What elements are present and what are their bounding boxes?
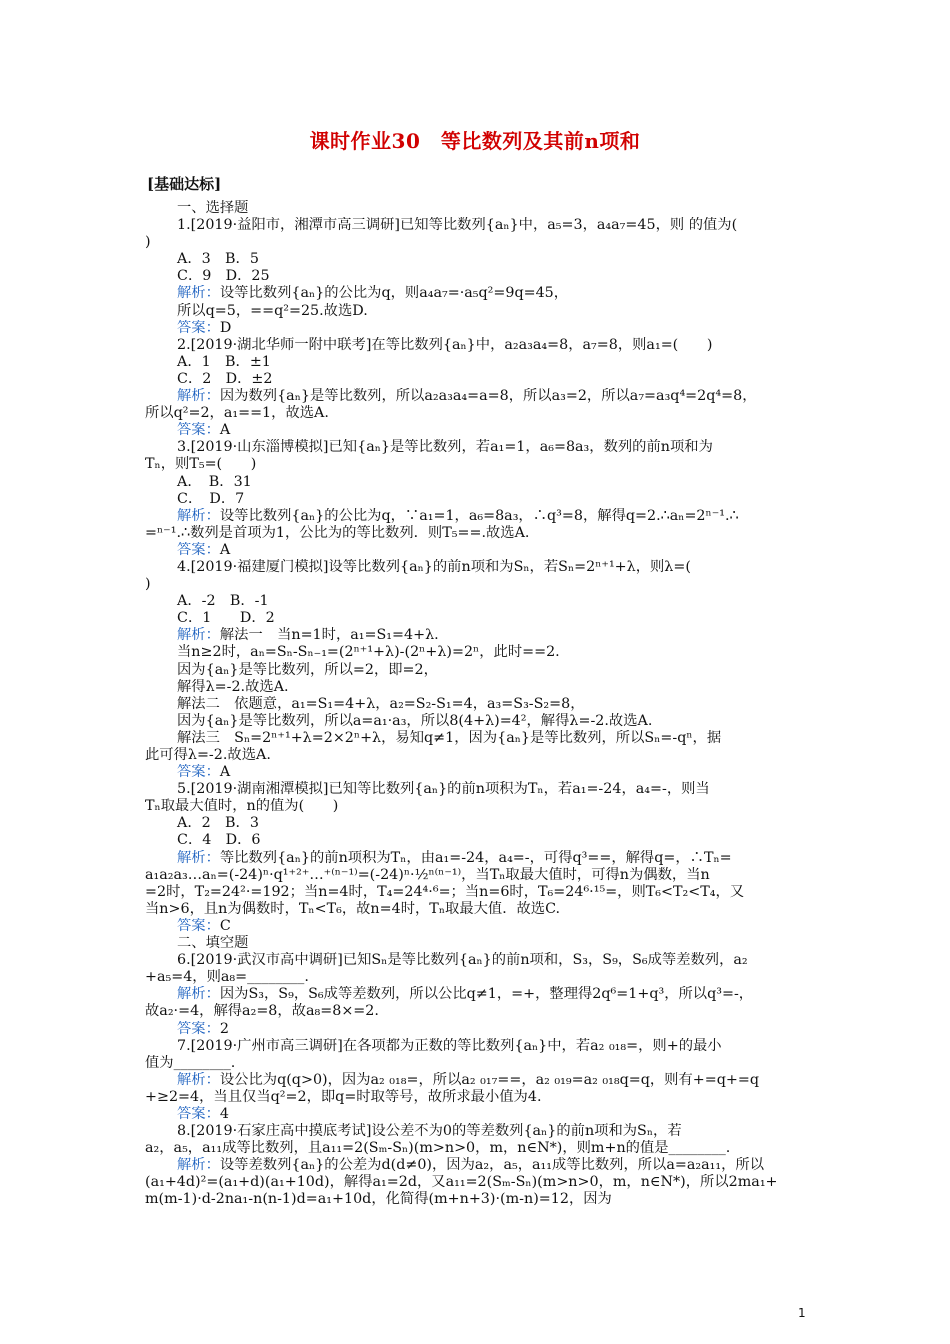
answer-label: 答案： [177,764,220,781]
text-line: 故a₂·=4，解得a₂=8，故a₈=8×=2. [145,1003,379,1020]
text-line: 解析：设公比为q(q>0)，因为a₂ ₀₁₈=，所以a₂ ₀₁₇==，a₂ ₀₁₉=a₂ ₀₁₈q=q，则有+=q+=q [177,1071,759,1088]
text-line: 答案：A [177,764,231,781]
text-line: =2时，T₂=24²·=192；当n=4时，T₄=24⁴·⁶=；当n=6时，T₆=24⁶·¹⁵=，则T₆<T₂<T₄，又 [145,883,745,900]
text-line: A．3 B．5 [177,251,259,268]
text-line: +≥2=4，当且仅当q²=2，即q=时取等号，故所求最小值为4. [145,1088,542,1105]
text-line: 当n>6，且n为偶数时，Tₙ<T₆，故n=4时，Tₙ取最大值．故选C. [145,900,561,917]
text-line: 解析：设等比数列{aₙ}的公比为q，则a₄a₇=·a₅q²=9q=45， [177,285,569,302]
text-line: 6.[2019·武汉市高中调研]已知Sₙ是等比数列{aₙ}的前n项和，S₃，S₉，S₆成等差数列，a₂ [177,952,748,969]
text-line: 8.[2019·石家庄高中摸底考试]设公差不为0的等差数列{aₙ}的前n项和为Sₙ，若 [177,1123,682,1140]
section-label: [基础达标] [147,175,222,193]
answer-label: 解析： [177,627,220,644]
text-line: 4.[2019·福建厦门模拟]设等比数列{aₙ}的前n项和为Sₙ，若Sₙ=2ⁿ⁺¹+λ，则λ=( [177,558,691,575]
text-line: 一、选择题 [177,200,249,216]
answer-label: 解析： [177,849,220,866]
text-line: 所以q²=2，a₁==1，故选A. [145,405,329,422]
text-line: +a₅=4，则a₈=________. [145,969,309,986]
text-line: 因为{aₙ}是等比数列，所以a=a₁·a₃，所以8(4+λ)=4²，解得λ=-2.故选A. [177,712,653,729]
text-line: 3.[2019·山东淄博模拟]已知{aₙ}是等比数列，若a₁=1，a₆=8a₃，数列的前n项和为 [177,439,713,456]
answer-label: 解析： [177,285,220,302]
text-line: 解析：等比数列{aₙ}的前n项积为Tₙ，由a₁=-24，a₄=-，可得q³==，解得q=，∴Tₙ= [177,849,732,866]
text-line: 解析：解法一 当n=1时，a₁=S₁=4+λ. [177,627,439,644]
text-line: 因为{aₙ}是等比数列，所以=2，即=2， [177,661,438,678]
text-line: A．-2 B．-1 [177,593,269,610]
text-line: C．1 D．2 [177,610,275,627]
answer-label: 解析： [177,1071,220,1088]
text-line: A． B．31 [177,473,252,490]
text-line: 答案：C [177,917,231,934]
text-line: C．2 D．±2 [177,370,273,387]
answer-label: 答案： [177,319,220,336]
answer-label: 解析： [177,388,220,405]
text-line: Tₙ，则T₅=( ) [145,456,257,473]
text-line: 答案：4 [177,1105,229,1122]
text-line: 答案：D [177,319,232,336]
text-line: 解得λ=-2.故选A. [177,678,289,695]
text-line: m(m-1)·d-2na₁-n(n-1)d=a₁+10d，化简得(m+n+3)·(m-n)=12，因为 [145,1191,612,1208]
text-line: =ⁿ⁻¹.∴数列是首项为1，公比为的等比数列．则T₅==.故选A. [145,524,530,541]
answer-label: 解析： [177,507,220,524]
text-line: 5.[2019·湖南湘潭模拟]已知等比数列{aₙ}的前n项积为Tₙ，若a₁=-24，a₄=-，则当 [177,781,710,798]
text-line: 解析：因为数列{aₙ}是等比数列，所以a₂a₃a₄=a=8，所以a₃=2，所以a₇=a₃q⁴=2q⁴=8， [177,388,757,405]
text-line: A．1 B．±1 [177,353,271,370]
text-line: C．9 D．25 [177,268,270,285]
text-line: 1.[2019·益阳市，湘潭市高三调研]已知等比数列{aₙ}中，a₅=3，a₄a₇=45，则 的值为( [177,217,738,234]
page-number: 1 [798,1306,806,1320]
text-line: (a₁+4d)²=(a₁+d)(a₁+10d)，解得a₁=2d，又a₁₁=2(Sₘ-Sₙ)(m>n>0，m，n∈N*)，所以2ma₁+ [145,1174,778,1191]
text-line: a₁a₂a₃…aₙ=(-24)ⁿ·q¹⁺²⁺…⁺⁽ⁿ⁻¹⁾=(-24)ⁿ·½ⁿ⁽ⁿ⁻¹⁾，当Tₙ取最大值时，可得n为偶数，当n [145,866,710,883]
answer-label: 答案： [177,422,220,439]
text-line: 所以q=5，==q²=25.故选D. [177,302,368,319]
text-line: 二、填空题 [177,935,249,952]
text-line: Tₙ取最大值时，n的值为( ) [145,798,339,815]
document-body [145,200,807,1209]
page-title: 课时作业30 等比数列及其前n项和 [309,129,641,153]
text-line: 解析：因为S₃，S₉，S₆成等差数列，所以公比q≠1，=+，整理得2q⁶=1+q³，所以q³=-， [177,986,754,1003]
text-line: 7.[2019·广州市高三调研]在各项都为正数的等比数列{aₙ}中，若a₂ ₀₁₈=，则+的最小 [177,1037,722,1054]
text-line: 解法三 Sₙ=2ⁿ⁺¹+λ=2×2ⁿ+λ，易知q≠1，因为{aₙ}是等比数列，所以Sₙ=-qⁿ，据 [177,729,722,746]
text-line: 值为________. [145,1054,236,1071]
text-line: 此可得λ=-2.故选A. [145,747,271,763]
text-line: ) [145,234,151,251]
text-line: 解法二 依题意，a₁=S₁=4+λ，a₂=S₂-S₁=4，a₃=S₃-S₂=8， [177,695,585,712]
answer-label: 答案： [177,917,220,934]
text-line: a₂，a₅，a₁₁成等比数列，且a₁₁=2(Sₘ-Sₙ)(m>n>0，m，n∈N*)，则m+n的值是________. [145,1140,731,1157]
text-line: 解析：设等比数列{aₙ}的公比为q，∵a₁=1，a₆=8a₃，∴q³=8，解得q=2.∴aₙ=2ⁿ⁻¹.∴ [177,507,739,524]
text-line: ) [145,576,151,593]
answer-label: 答案： [177,541,220,558]
text-line: 答案：A [177,541,231,558]
text-line: 2.[2019·湖北华师一附中联考]在等比数列{aₙ}中，a₂a₃a₄=8，a₇=8，则a₁=( ) [177,336,713,353]
text-line: C． D．7 [177,490,245,507]
answer-label: 答案： [177,1020,220,1037]
text-line: 答案：A [177,422,231,439]
text-line: 解析：设等差数列{aₙ}的公差为d(d≠0)，因为a₂，a₅，a₁₁成等比数列，所以a=a₂a₁₁，所以 [177,1157,764,1174]
answer-label: 答案： [177,1105,220,1122]
answer-label: 解析： [177,986,220,1003]
text-line: A．2 B．3 [177,815,259,832]
text-line: 答案：2 [177,1020,229,1037]
text-line: 当n≥2时，aₙ=Sₙ-Sₙ₋₁=(2ⁿ⁺¹+λ)-(2ⁿ+λ)=2ⁿ，此时==2. [177,644,560,661]
text-line: C．4 D．6 [177,832,261,849]
answer-label: 解析： [177,1157,220,1174]
